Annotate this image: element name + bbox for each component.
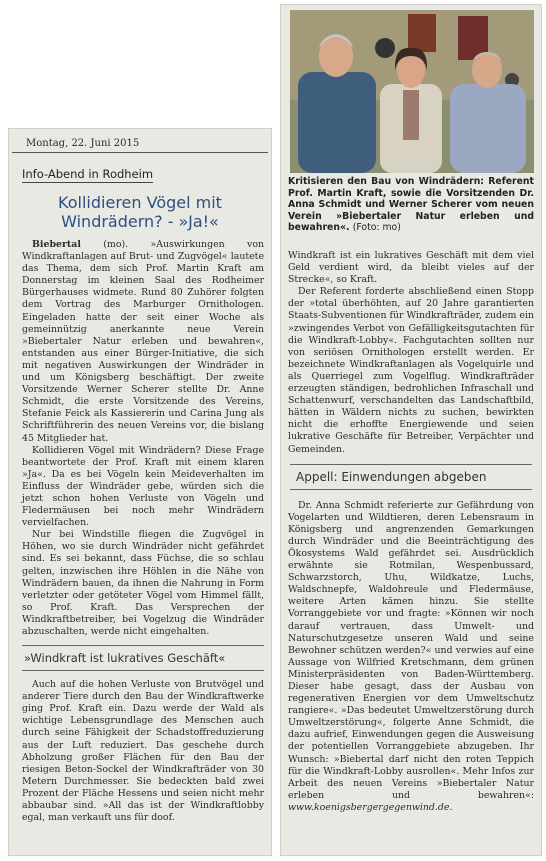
paragraph-3: Nur bei Windstille fliegen die Zugvögel in Höhen, wo sie durch Windräder nicht gefährdet sind. Es sei bekannt, dass Füchse, die so schlau gelten, inzwischen ihre Höhlen in die Nähe von Windrädern bauen, da ihnen die Nahrung in Form verletzter oder getöteter Vögel vom Himmel fällt, so Prof. Kraft. Das Versprechen der Windkraftbetreiber, bei Vogelzug die Windräder abzuschalten, werde nicht eingehalten. [22,529,264,637]
article-body-left [8,239,272,638]
group-photo [290,10,534,173]
paragraph-1 [22,239,264,445]
place-name: Biebertal [32,239,81,250]
article-body-right-1 [288,250,534,456]
paragraph-7-text: Dr. Anna Schmidt referierte zur Gefährdung von Vogelarten und Wildtieren, deren Lebensraum in Königsberg und angrenzenden Gemarkungen durch Windräder und die Beeinträchtigung des Ökosystems Wald gefährdet sei. Ausdrücklich erwähnte sie Rotmilan, Wespenbussard, Schwarzstorch, Uhu, Wildkatze, Luchs, Waldschnepfe, Waldohreule und Fledermäuse, weitere Arten kämen hinzu. Sie stellte Vorranggebiete vor und fragte: »Können wir noch darauf vertrauen, dass Umwelt- und Naturschutzgesetze unseren Wald und seine Bewohner schützen werden?« und verwies auf eine Aussage von Wilfried Kretschmann, dem grünen Ministerpräsidenten von Baden-Württemberg. Dieser habe gesagt, dass der Ausbau von regenerativen Energien vor dem Umweltschutz rangiere«. »Das bedeutet Umweltzerstörung durch Umweltzerstörung«, folgerte Anne Schmidt, die dazu aufrief, Einwendungen gegen die Ausweisung der potentiellen Vorranggebiete abzugeben. Ihr Wunsch: »Biebertal darf nicht den roten Teppich für die Windkraft-Lobby ausrollen«. Mehr Infos zur Arbeit des neuen Vereins »Biebertaler Natur erleben und bewahren«: [288,499,534,801]
subheading-right: Appell: Einwendungen abgeben [290,464,532,490]
headline-line-2: Windrädern? - »Ja!« [61,212,219,231]
left-clipping [8,128,272,856]
paragraph-6: Der Referent forderte abschließend einen Stopp der »total überhöhten, auf 20 Jahre garantierten Staats-Subventionen für Windkrafträder, zudem ein »zwingendes Verbot von Gefälligkeitsgutachten für die Windkraft-Lobby«. Fachgutachten sollten nur von seriösen Ornithologen erstellt werden. Er bezeichnete Windkraftanlagen als Vogelquirle und als Querriegel zum Vogelflug. Windkrafträder erzeugten ständigen, bedrohlichen Infraschall und Schattenwurf, verschandelten das Landschaftbild, hätten in Wäldern nichts zu suchen, bewirkten nicht die erhoffte Energiewende und seien lukrative Geschäfte für Betreiber, Verpächter und Gemeinden. [288,286,534,455]
group-photo-illustration [290,10,534,173]
paragraph-1-text: (mo). »Auswirkungen von Windkraftanlagen auf Brut- und Zugvögel« lautete das Thema, dem sich Prof. Martin Kraft am Donnerstag im kleinen Saal des Rodheimer Bürgerhauses widmete. Rund 80 Zuhörer folgten dem Vortrag des Marburger Ornithologen. Eingeladen hatte der seit einer Woche als gemeinnützig anerkannte neue Verein »Biebertaler Natur erleben und bewahren«, entstanden aus einer Bürger-Initiative, die sich mit negativen Auswirkungen der Windräder in und um Königsberg beschäftigt. Der zweite Vorsitzende Werner Scherer stellte Dr. Anne Schmidt, die erste Vorsitzende des Vereins, Stefanie Feick als Kassiererin und Carina Jung als Schriftführerin des neuen Vereins vor, die bislang 45 Mitglieder hat. [22,239,264,444]
article-body-right [288,250,534,814]
article-body-right-2 [288,500,534,814]
caption-text: Kritisieren den Bau von Windrädern: Referent Prof. Martin Kraft, sowie die Vorsitzenden Dr. Anna Schmidt und Werner Scherer vom neuen Verein »Biebertaler Natur erleben und bewahren«. [288,176,534,234]
website-url: www.koenigsbergergegenwind.de. [288,801,453,813]
paragraph-5: Windkraft ist ein lukratives Geschäft mit dem viel Geld verdient wird, da bleibt vieles auf der Strecke«, so Kraft. [288,250,534,286]
kicker: Info-Abend in Rodheim [22,167,154,181]
paragraph-4: Auch auf die hohen Verluste von Brutvögel und anderer Tiere durch den Bau der Windkraftwerke ging Prof. Kraft ein. Dazu werde der Wald als wichtige Lebensgrundlage des Menschen auch durch seine Fähigkeit der Schadstoffreduzierung aus der Luft reduziert. Das geschehe durch Abholzung großer Flächen für den Bau der riesigen Beton-Sockel der Windkrafträder von 30 Metern Durchmesser. Sie bedeckten bald zwei Prozent der Fläche Hessens und seien nicht mehr abbaubar sind. »All das ist der Windkraftlobby egal, man verkauft uns für doof. [22,679,264,824]
headline-line-1: Kollidieren Vögel mit [58,193,222,212]
photo-caption [288,176,534,234]
paragraph-2: Kollidieren Vögel mit Windrädern? Diese Frage beantwortete der Prof. Kraft mit einem klaren »Ja«. Da es bei Vögeln kein Meideverhalten im Einfluss der Windräder gebe, würden sich die jetzt schon hohen Verluste von Vögeln und Fledermäusen bei noch mehr Windrädern vervielfachen. [22,444,264,529]
photo-credit: (Foto: mo) [352,222,401,234]
paragraph-7 [288,500,534,814]
subheading-left: »Windkraft ist lukratives Geschäft« [22,645,264,671]
right-clipping [280,4,542,856]
dateline: Montag, 22. Juni 2015 [12,128,268,153]
article-body-left-2 [8,679,272,824]
headline [14,193,266,231]
